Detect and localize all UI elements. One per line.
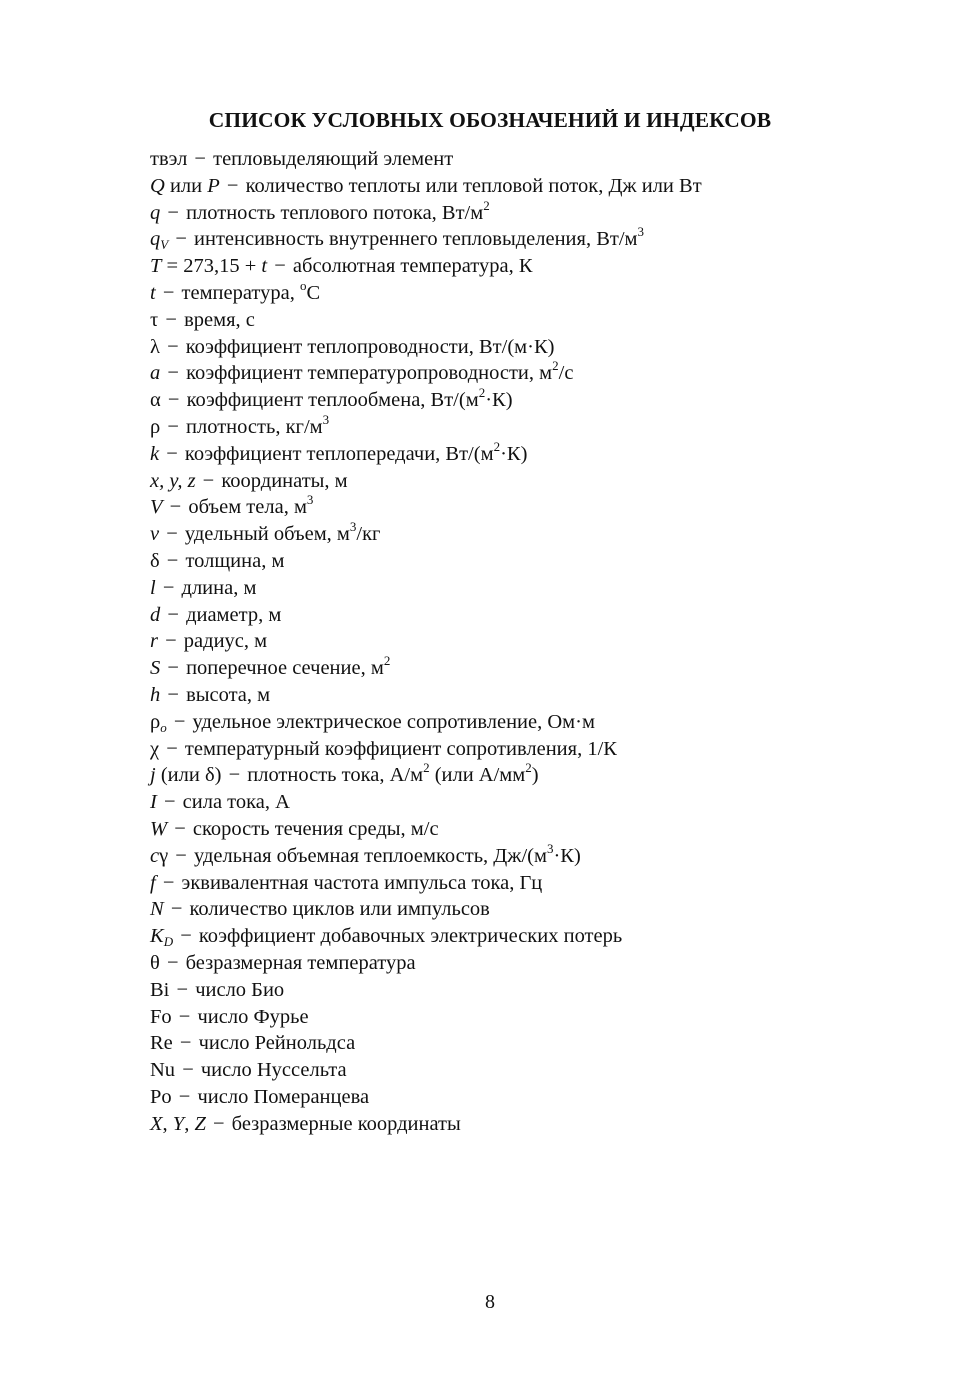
separator-dash: − xyxy=(166,951,179,974)
description-text: коэффициент теплопередачи, Вт/(м xyxy=(184,442,494,465)
symbol-glyph: W xyxy=(150,817,168,840)
symbol-row xyxy=(150,253,910,280)
symbol-description xyxy=(232,1113,461,1135)
description-text: число Био xyxy=(195,978,285,1001)
symbol-glyph: t xyxy=(150,281,156,304)
symbol-row xyxy=(150,870,910,897)
symbol-description xyxy=(201,1059,347,1081)
symbol-notation xyxy=(150,362,160,384)
symbol-connector: (или δ) xyxy=(155,764,222,787)
symbol-notation xyxy=(150,711,167,733)
symbol-row xyxy=(150,277,910,307)
symbol-row xyxy=(150,682,910,709)
symbol-notation xyxy=(150,872,156,894)
symbol-row xyxy=(150,1084,910,1111)
symbol-row xyxy=(150,1057,910,1084)
symbol-description xyxy=(221,470,347,492)
symbol-notation xyxy=(150,1059,175,1081)
symbol-row xyxy=(150,1111,910,1138)
symbol-row xyxy=(150,521,910,548)
symbol-description xyxy=(197,1086,369,1108)
symbol-description xyxy=(184,438,528,465)
symbol-description xyxy=(186,604,281,626)
description-text: количество теплоты или тепловой поток, Дж или Вт xyxy=(245,174,702,197)
description-text: плотность, кг/м xyxy=(186,415,323,438)
separator-dash: − xyxy=(202,469,215,492)
symbol-description xyxy=(213,148,453,170)
symbol-subscript: D xyxy=(163,934,174,950)
symbol-glyph: V xyxy=(150,496,163,519)
symbol-row xyxy=(150,438,910,468)
symbol-description xyxy=(193,840,581,867)
separator-dash: − xyxy=(165,630,177,653)
separator-dash: − xyxy=(166,737,178,760)
separator-dash: − xyxy=(167,657,179,680)
description-suffix: ·К) xyxy=(500,442,528,465)
separator-dash: − xyxy=(175,228,187,251)
symbol-row xyxy=(150,602,910,629)
description-text: поперечное сечение, м xyxy=(186,657,384,680)
symbol-glyph: x, y, z xyxy=(150,469,196,492)
symbol-notation xyxy=(150,1086,172,1108)
symbol-description xyxy=(186,336,555,358)
separator-dash: − xyxy=(174,817,186,840)
symbol-glyph: Y xyxy=(172,1112,185,1135)
symbol-glyph: Re xyxy=(150,1032,173,1055)
description-text: объем тела, м xyxy=(188,496,307,519)
symbol-notation xyxy=(150,604,160,626)
symbol-glyph: δ xyxy=(150,549,160,572)
symbol-glyph: r xyxy=(150,630,158,653)
description-text: радиус, м xyxy=(183,630,268,653)
symbol-notation xyxy=(150,255,267,277)
symbol-connector: = 273,15 + xyxy=(161,255,262,278)
description-text: температурный коэффициент сопротивления, 1/К xyxy=(184,737,617,760)
symbol-notation xyxy=(150,791,157,813)
symbol-glyph: P xyxy=(207,174,220,197)
description-text: интенсивность внутреннего тепловыделения, Вт/м xyxy=(194,228,638,251)
symbol-row xyxy=(150,307,910,334)
separator-dash: − xyxy=(163,791,176,814)
separator-dash: − xyxy=(167,362,179,385)
symbol-description xyxy=(193,818,439,840)
separator-dash: − xyxy=(162,871,175,894)
separator-dash: − xyxy=(228,764,241,787)
symbol-list xyxy=(150,146,910,1137)
description-text: удельная объемная теплоемкость, Дж/(м xyxy=(193,844,547,867)
symbol-row xyxy=(150,816,910,843)
symbol-notation xyxy=(150,979,169,1001)
symbol-row xyxy=(150,387,910,414)
symbol-glyph: a xyxy=(150,362,161,385)
description-text: количество циклов или импульсов xyxy=(189,898,490,921)
symbol-glyph: q xyxy=(150,201,161,224)
symbol-notation xyxy=(150,738,159,760)
symbol-row xyxy=(150,411,910,441)
unit-superscript: 3 xyxy=(349,519,357,535)
separator-dash: − xyxy=(167,335,179,358)
symbol-glyph: S xyxy=(150,657,161,680)
symbol-glyph: t xyxy=(261,255,268,278)
symbol-row xyxy=(150,173,910,200)
description-text: число Нуссельта xyxy=(200,1059,347,1082)
symbol-notation xyxy=(150,1006,172,1028)
symbol-notation xyxy=(150,550,160,572)
symbol-glyph: d xyxy=(150,603,161,626)
symbol-notation xyxy=(150,282,156,304)
separator-dash: − xyxy=(166,442,178,465)
description-text: высота, м xyxy=(186,683,271,706)
separator-dash: − xyxy=(162,576,175,599)
symbol-description xyxy=(183,791,290,813)
symbol-glyph: Bi xyxy=(150,978,170,1001)
separator-dash: − xyxy=(173,710,186,733)
unit-superscript: 2 xyxy=(483,197,490,213)
unit-superscript: 2 xyxy=(478,385,486,401)
symbol-description xyxy=(186,358,574,385)
symbol-glyph: Po xyxy=(150,1085,172,1108)
symbol-row xyxy=(150,226,910,253)
separator-dash: − xyxy=(212,1112,225,1135)
symbol-notation xyxy=(150,898,164,920)
symbol-glyph: l xyxy=(150,576,156,599)
description-text: эквивалентная частота импульса тока, Гц xyxy=(181,871,543,894)
symbol-glyph: твэл xyxy=(150,148,188,170)
symbol-row xyxy=(150,334,910,361)
description-text: число Померанцева xyxy=(197,1085,370,1108)
symbol-glyph: c xyxy=(150,844,160,867)
unit-superscript: 2 xyxy=(552,358,559,374)
page-number: 8 xyxy=(485,1291,495,1313)
symbol-notation xyxy=(150,1113,206,1135)
symbol-row xyxy=(150,896,910,923)
symbol-notation xyxy=(150,309,158,331)
separator-dash: − xyxy=(176,978,189,1001)
description-text: коэффициент температуропроводности, м xyxy=(186,362,553,385)
symbol-row xyxy=(150,575,910,602)
unit-superscript: 2 xyxy=(525,760,532,776)
symbol-glyph: ρ xyxy=(150,710,161,733)
symbol-description xyxy=(199,1032,356,1054)
symbol-description xyxy=(185,738,617,760)
separator-dash: − xyxy=(175,844,187,867)
symbol-notation xyxy=(150,202,160,224)
symbol-row xyxy=(150,146,910,173)
symbol-row xyxy=(150,789,910,816)
unit-superscript: 2 xyxy=(423,760,430,776)
symbol-row xyxy=(150,977,910,1004)
symbol-notation xyxy=(150,764,221,786)
symbol-glyph: X xyxy=(150,1112,163,1135)
symbol-notation xyxy=(150,684,160,706)
description-text: время, с xyxy=(184,308,255,331)
description-suffix: ) xyxy=(531,764,539,787)
symbol-description xyxy=(184,630,267,652)
separator-dash: − xyxy=(167,683,179,706)
description-text: безразмерные координаты xyxy=(231,1112,461,1135)
symbol-glyph: N xyxy=(150,898,164,921)
symbol-glyph: j xyxy=(150,764,156,787)
symbol-row xyxy=(150,950,910,977)
unit-superscript: 3 xyxy=(546,840,554,856)
description-text: плотность теплового потока, Вт/м xyxy=(186,201,484,224)
symbol-notation xyxy=(150,657,160,679)
symbol-description xyxy=(182,577,257,599)
symbol-row xyxy=(150,1030,910,1057)
symbol-notation xyxy=(150,228,169,253)
symbol-subscript: o xyxy=(160,719,167,735)
separator-dash: − xyxy=(162,281,175,304)
description-text: сила тока, А xyxy=(182,791,290,814)
symbol-description xyxy=(186,411,330,438)
unit-superscript: 3 xyxy=(306,492,314,508)
separator-dash: − xyxy=(182,1059,194,1082)
separator-dash: − xyxy=(166,523,178,546)
symbol-row xyxy=(150,762,910,789)
symbol-glyph: T xyxy=(150,255,162,278)
description-text: скорость течения среды, м/с xyxy=(192,817,439,840)
unit-superscript: 3 xyxy=(637,224,645,240)
description-text: толщина, м xyxy=(185,549,285,572)
description-suffix: (или А/мм xyxy=(429,764,526,787)
symbol-glyph: λ xyxy=(150,335,160,358)
symbol-notation xyxy=(150,952,160,974)
description-suffix: /с xyxy=(558,362,574,385)
symbol-description xyxy=(195,979,284,1001)
description-text: абсолютная температура, К xyxy=(292,255,533,278)
symbol-description xyxy=(193,711,595,733)
symbol-notation xyxy=(150,1032,173,1054)
symbol-notation xyxy=(150,389,161,411)
symbol-glyph: Fo xyxy=(150,1005,172,1028)
description-text: диаметр, м xyxy=(186,603,282,626)
symbol-notation xyxy=(150,818,167,840)
symbol-description xyxy=(184,309,255,331)
symbol-description xyxy=(186,385,513,412)
symbol-connector: , xyxy=(184,1112,195,1135)
symbol-description xyxy=(186,684,270,706)
separator-dash: − xyxy=(165,308,177,331)
separator-dash: − xyxy=(178,1005,191,1028)
symbol-glyph: χ xyxy=(150,737,160,760)
symbol-row xyxy=(150,360,910,387)
separator-dash: − xyxy=(169,496,182,519)
unit-superscript: o xyxy=(299,277,307,293)
description-text: коэффициент добавочных электрических потерь xyxy=(198,925,623,948)
symbol-description xyxy=(190,898,490,920)
symbol-notation xyxy=(150,416,160,438)
description-text: плотность тока, А/м xyxy=(247,764,424,787)
symbol-glyph: Nu xyxy=(150,1059,176,1082)
separator-dash: − xyxy=(226,174,239,197)
symbol-row xyxy=(150,197,910,227)
symbol-description xyxy=(246,175,702,197)
description-text: тепловыделяющий элемент xyxy=(213,148,454,170)
symbol-glyph: f xyxy=(150,871,156,894)
symbol-row xyxy=(150,468,910,495)
separator-dash: − xyxy=(167,389,180,412)
description-suffix: ·К) xyxy=(485,389,513,412)
symbol-connector: γ xyxy=(159,844,169,867)
symbol-glyph: K xyxy=(150,925,164,948)
separator-dash: − xyxy=(167,415,179,438)
symbol-glyph: Q xyxy=(150,174,165,197)
description-suffix: ·К) xyxy=(553,844,581,867)
page-title: СПИСОК УСЛОВНЫХ ОБОЗНАЧЕНИЙ И ИНДЕКСОВ xyxy=(208,108,772,133)
symbol-glyph: v xyxy=(150,523,160,546)
symbol-notation xyxy=(150,148,187,170)
symbol-description xyxy=(197,1006,308,1028)
symbol-description xyxy=(247,760,539,787)
separator-dash: − xyxy=(178,1085,191,1108)
symbol-description xyxy=(186,952,416,974)
unit-superscript: 2 xyxy=(383,653,391,669)
symbol-glyph: α xyxy=(150,389,161,412)
unit-superscript: 3 xyxy=(322,411,330,427)
separator-dash: − xyxy=(170,898,183,921)
description-text: координаты, м xyxy=(221,469,348,492)
symbol-notation xyxy=(150,443,159,465)
symbol-description xyxy=(188,492,314,519)
symbol-row xyxy=(150,840,910,870)
symbol-row xyxy=(150,1004,910,1031)
symbol-notation xyxy=(150,845,168,867)
description-text: удельный объем, м xyxy=(184,523,350,546)
symbol-notation xyxy=(150,925,174,950)
symbol-row xyxy=(150,923,910,950)
symbol-row xyxy=(150,655,910,682)
description-suffix: С xyxy=(306,281,321,304)
symbol-description xyxy=(184,519,381,546)
separator-dash: − xyxy=(274,255,286,278)
unit-superscript: 2 xyxy=(493,438,501,454)
symbol-glyph: Z xyxy=(194,1112,206,1135)
separator-dash: − xyxy=(179,1032,192,1055)
description-text: безразмерная температура xyxy=(185,951,416,974)
separator-dash: − xyxy=(167,603,179,626)
symbol-description xyxy=(199,925,622,947)
symbol-connector: или xyxy=(164,174,208,197)
symbol-row xyxy=(150,709,910,736)
description-text: коэффициент теплопроводности, Вт/(м·К) xyxy=(185,335,555,358)
symbol-notation xyxy=(150,577,156,599)
symbol-description xyxy=(194,224,645,251)
symbol-row xyxy=(150,736,910,763)
symbol-notation xyxy=(150,175,220,197)
separator-dash: − xyxy=(167,201,179,224)
description-text: температура, xyxy=(181,281,300,304)
symbol-glyph: h xyxy=(150,683,161,706)
symbol-description xyxy=(185,550,284,572)
symbol-glyph: k xyxy=(150,442,160,465)
separator-dash: − xyxy=(180,925,192,948)
symbol-notation xyxy=(150,336,160,358)
description-text: число Рейнольдса xyxy=(198,1032,356,1055)
symbol-notation xyxy=(150,496,163,518)
description-text: коэффициент теплообмена, Вт/(м xyxy=(186,389,479,412)
symbol-connector: , xyxy=(162,1112,173,1135)
separator-dash: − xyxy=(166,549,179,572)
description-suffix: /кг xyxy=(356,523,381,546)
symbol-description xyxy=(181,277,321,304)
symbol-description xyxy=(182,872,543,894)
symbol-row xyxy=(150,628,910,655)
symbol-row xyxy=(150,548,910,575)
description-text: длина, м xyxy=(181,576,257,599)
symbol-notation xyxy=(150,470,196,492)
symbol-glyph: τ xyxy=(150,308,159,331)
description-text: удельное электрическое сопротивление, Ом·м xyxy=(192,710,595,733)
symbol-notation xyxy=(150,523,159,545)
symbol-notation xyxy=(150,630,158,652)
symbol-glyph: ρ xyxy=(150,415,161,438)
symbol-row xyxy=(150,494,910,521)
symbol-description xyxy=(293,255,533,277)
symbol-glyph: I xyxy=(150,791,157,814)
symbol-description xyxy=(186,197,490,224)
symbol-glyph: θ xyxy=(150,951,160,974)
symbol-glyph: q xyxy=(150,228,161,251)
separator-dash: − xyxy=(194,148,206,170)
symbol-description xyxy=(186,653,391,680)
description-text: число Фурье xyxy=(197,1005,309,1028)
symbol-subscript: V xyxy=(160,237,169,253)
